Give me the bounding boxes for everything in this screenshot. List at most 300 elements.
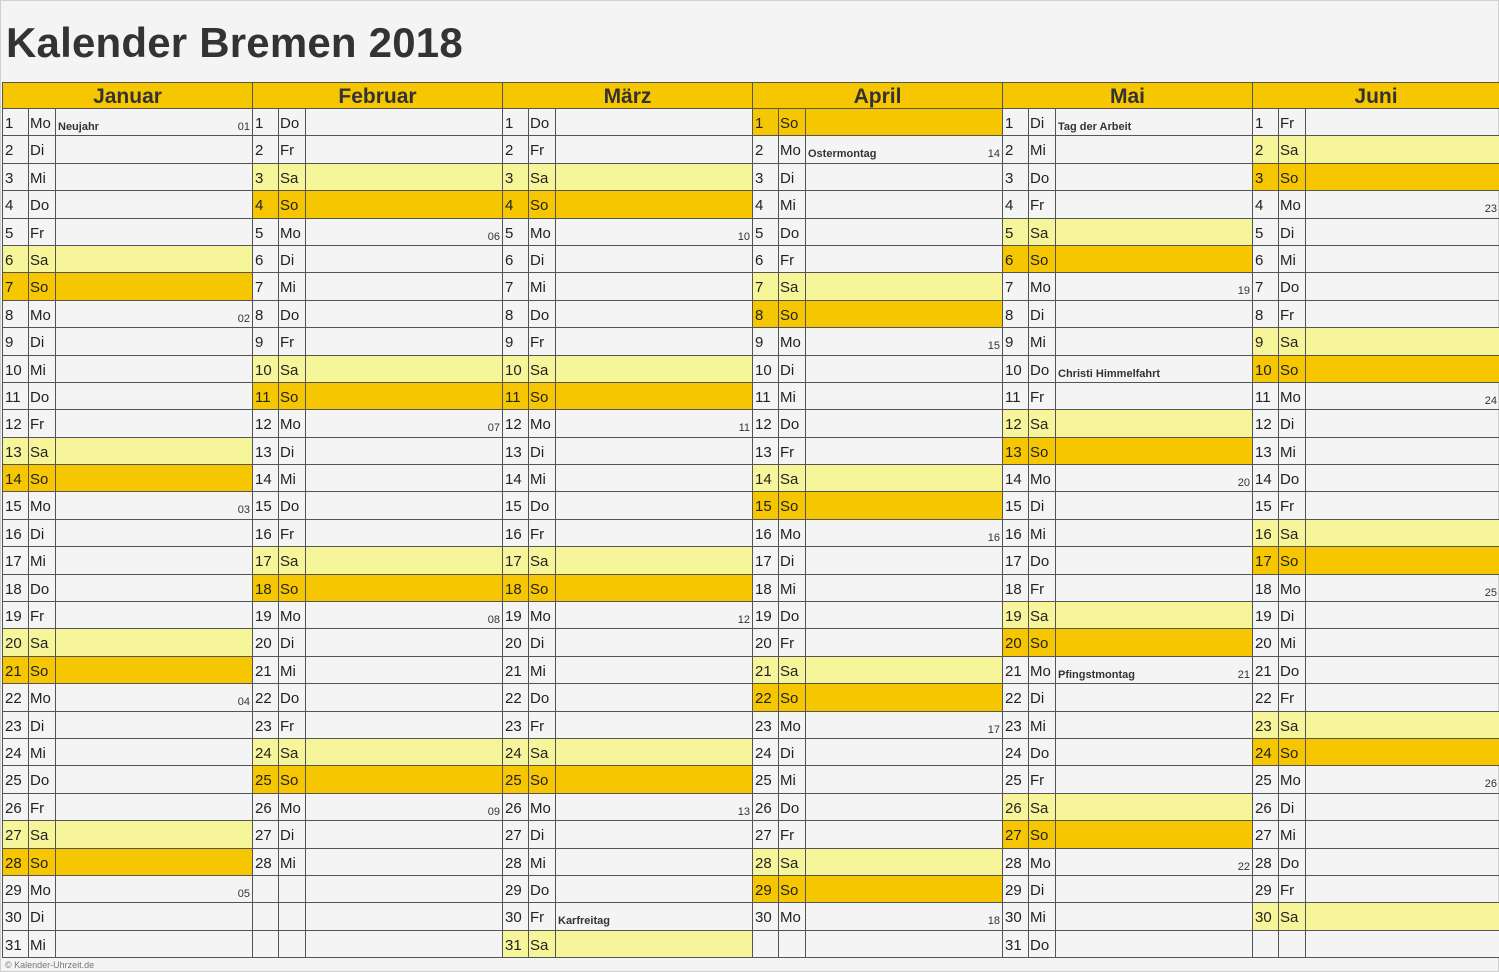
weekday-label: So (1029, 246, 1056, 272)
weekday-label: Sa (779, 657, 806, 683)
day-note (56, 876, 252, 902)
day-number: 29 (753, 876, 779, 902)
weekday-label: Di (1279, 794, 1306, 820)
day-number: 16 (753, 520, 779, 546)
day-row (753, 684, 1002, 711)
day-note (806, 191, 1002, 217)
day-number: 12 (3, 410, 29, 436)
day-note (1306, 684, 1499, 710)
day-row (1253, 766, 1499, 793)
weekday-label (779, 931, 806, 957)
day-row (3, 849, 252, 876)
day-row (1003, 465, 1252, 492)
day-number: 29 (1003, 876, 1029, 902)
day-number: 29 (1253, 876, 1279, 902)
day-note (1306, 575, 1499, 601)
day-row (753, 136, 1002, 163)
day-note (806, 492, 1002, 518)
weekday-label: Do (29, 191, 56, 217)
day-note (806, 547, 1002, 573)
day-number: 25 (1003, 766, 1029, 792)
week-number: 09 (487, 805, 500, 818)
day-note (806, 931, 1002, 957)
day-row (253, 684, 502, 711)
day-note (56, 602, 252, 628)
day-note (556, 602, 752, 628)
weekday-label: Mo (29, 492, 56, 518)
day-note (56, 191, 252, 217)
weekday-label: Do (779, 410, 806, 436)
day-number: 6 (753, 246, 779, 272)
day-row (253, 849, 502, 876)
day-number: 4 (1253, 191, 1279, 217)
day-row (1253, 219, 1499, 246)
weekday-label: Mo (29, 301, 56, 327)
day-note (556, 219, 752, 245)
day-note (306, 410, 502, 436)
weekday-label: Di (1029, 109, 1056, 135)
day-number: 17 (253, 547, 279, 573)
day-row (1003, 657, 1252, 684)
weekday-label: So (1029, 629, 1056, 655)
day-row (503, 301, 752, 328)
day-row (253, 903, 502, 930)
day-number: 10 (753, 356, 779, 382)
day-number: 24 (753, 739, 779, 765)
weekday-label: Mo (279, 602, 306, 628)
day-note (556, 410, 752, 436)
weekday-label: Sa (1029, 219, 1056, 245)
day-note (1056, 301, 1252, 327)
day-note (1056, 903, 1252, 929)
day-note (1056, 465, 1252, 491)
day-note (806, 849, 1002, 875)
day-row (3, 876, 252, 903)
day-number: 9 (1003, 328, 1029, 354)
day-number: 26 (503, 794, 529, 820)
day-note (1306, 465, 1499, 491)
weekday-label: Do (779, 602, 806, 628)
weekday-label: Mi (1029, 903, 1056, 929)
weekday-label: Di (279, 629, 306, 655)
day-note (1306, 547, 1499, 573)
weekday-label: Di (29, 136, 56, 162)
weekday-label: So (29, 657, 56, 683)
day-number: 10 (1253, 356, 1279, 382)
weekday-label: So (779, 301, 806, 327)
weekday-label: Mo (1029, 465, 1056, 491)
day-number: 14 (1253, 465, 1279, 491)
day-note (56, 301, 252, 327)
day-row (253, 383, 502, 410)
day-row (503, 438, 752, 465)
weekday-label: Di (29, 328, 56, 354)
day-number: 13 (253, 438, 279, 464)
day-number: 21 (1003, 657, 1029, 683)
day-note (56, 931, 252, 957)
day-note (806, 219, 1002, 245)
day-number: 5 (753, 219, 779, 245)
day-row (1253, 629, 1499, 656)
weekday-label: Fr (1279, 492, 1306, 518)
holiday-label: Tag der Arbeit (1058, 121, 1132, 133)
weekday-label: So (279, 766, 306, 792)
day-row (753, 849, 1002, 876)
weekday-label: Fr (29, 219, 56, 245)
month-header: April (753, 82, 1002, 109)
day-note (1306, 191, 1499, 217)
weekday-label: So (279, 191, 306, 217)
day-row (253, 739, 502, 766)
day-row (253, 492, 502, 519)
weekday-label: Fr (1279, 684, 1306, 710)
weekday-label: Sa (529, 164, 556, 190)
day-note (1056, 931, 1252, 957)
day-row (1253, 739, 1499, 766)
weekday-label: Mo (29, 876, 56, 902)
weekday-label: So (779, 684, 806, 710)
day-number: 20 (1003, 629, 1029, 655)
day-row (253, 766, 502, 793)
day-number: 19 (1253, 602, 1279, 628)
weekday-label: Fr (1279, 301, 1306, 327)
day-note (306, 438, 502, 464)
day-note (1056, 246, 1252, 272)
day-number: 2 (1253, 136, 1279, 162)
day-number: 27 (253, 821, 279, 847)
day-number: 18 (3, 575, 29, 601)
weekday-label: Sa (1029, 602, 1056, 628)
weekday-label: Mi (279, 657, 306, 683)
day-number: 7 (1253, 273, 1279, 299)
day-note (1056, 547, 1252, 573)
day-row (1253, 876, 1499, 903)
weekday-label: So (1279, 739, 1306, 765)
day-number: 22 (3, 684, 29, 710)
day-row (503, 410, 752, 437)
day-row (503, 219, 752, 246)
day-number: 10 (503, 356, 529, 382)
day-number: 14 (1003, 465, 1029, 491)
week-number: 02 (237, 312, 250, 325)
day-note (56, 164, 252, 190)
day-note (306, 712, 502, 738)
day-note (56, 903, 252, 929)
day-number: 7 (503, 273, 529, 299)
weekday-label: Mo (779, 712, 806, 738)
weekday-label: Mi (779, 191, 806, 217)
day-row (3, 109, 252, 136)
day-number: 6 (1253, 246, 1279, 272)
month-header: Februar (253, 82, 502, 109)
day-note (56, 136, 252, 162)
day-note (1306, 520, 1499, 546)
day-row (503, 931, 752, 958)
day-note (556, 657, 752, 683)
day-note (556, 164, 752, 190)
weekday-label: Mi (1029, 520, 1056, 546)
weekday-label: Di (529, 821, 556, 847)
weekday-label: Do (29, 383, 56, 409)
day-number: 18 (503, 575, 529, 601)
day-number: 17 (1003, 547, 1029, 573)
day-note (1306, 136, 1499, 162)
day-row (753, 794, 1002, 821)
day-note (1056, 794, 1252, 820)
day-number: 27 (753, 821, 779, 847)
day-row (3, 246, 252, 273)
day-row (1253, 712, 1499, 739)
weekday-label: Mo (529, 602, 556, 628)
weekday-label: So (29, 273, 56, 299)
day-note (56, 328, 252, 354)
day-note (1306, 794, 1499, 820)
weekday-label: Mo (1279, 191, 1306, 217)
weekday-label: Mi (779, 766, 806, 792)
day-row (753, 438, 1002, 465)
day-number: 4 (3, 191, 29, 217)
day-number: 26 (1003, 794, 1029, 820)
day-number: 15 (753, 492, 779, 518)
day-number: 8 (753, 301, 779, 327)
day-row (753, 191, 1002, 218)
day-note (556, 629, 752, 655)
weekday-label: So (529, 575, 556, 601)
day-note (1056, 684, 1252, 710)
day-number: 4 (253, 191, 279, 217)
day-note (1056, 520, 1252, 546)
day-note (806, 356, 1002, 382)
day-note (1056, 492, 1252, 518)
weekday-label: Mi (529, 849, 556, 875)
day-number: 31 (503, 931, 529, 957)
weekday-label: Di (1029, 684, 1056, 710)
day-number: 1 (503, 109, 529, 135)
day-note (1056, 356, 1252, 382)
weekday-label: So (779, 876, 806, 902)
day-number: 8 (1253, 301, 1279, 327)
day-row (503, 465, 752, 492)
day-note (56, 410, 252, 436)
day-row (1253, 410, 1499, 437)
day-number: 3 (503, 164, 529, 190)
day-note (806, 684, 1002, 710)
day-note (1056, 273, 1252, 299)
day-row (753, 164, 1002, 191)
day-row (3, 575, 252, 602)
day-note (56, 821, 252, 847)
day-number: 19 (253, 602, 279, 628)
day-row (1003, 219, 1252, 246)
day-note (806, 301, 1002, 327)
day-note (806, 739, 1002, 765)
weekday-label: Sa (279, 739, 306, 765)
week-number: 04 (237, 696, 250, 709)
day-number: 4 (503, 191, 529, 217)
day-number: 8 (1003, 301, 1029, 327)
week-number: 24 (1484, 394, 1497, 407)
day-note (56, 657, 252, 683)
day-row (3, 684, 252, 711)
day-number: 2 (503, 136, 529, 162)
day-row (1253, 465, 1499, 492)
day-number: 27 (3, 821, 29, 847)
day-row (253, 931, 502, 958)
day-number: 26 (753, 794, 779, 820)
day-note (1056, 136, 1252, 162)
weekday-label: Mi (1029, 136, 1056, 162)
day-note (806, 766, 1002, 792)
day-note (306, 465, 502, 491)
weekday-label (279, 931, 306, 957)
day-row (3, 657, 252, 684)
day-row (503, 273, 752, 300)
weekday-label: Fr (1029, 191, 1056, 217)
day-note (306, 246, 502, 272)
day-number: 7 (3, 273, 29, 299)
week-number: 12 (737, 614, 750, 627)
day-row (1003, 712, 1252, 739)
weekday-label: Fr (529, 712, 556, 738)
day-row (1253, 821, 1499, 848)
page-title: Kalender Bremen 2018 (6, 19, 463, 66)
day-note (806, 246, 1002, 272)
day-note (306, 684, 502, 710)
day-note (806, 821, 1002, 847)
day-row (753, 301, 1002, 328)
day-number: 25 (503, 766, 529, 792)
day-number: 25 (753, 766, 779, 792)
day-row (503, 849, 752, 876)
day-row (1003, 383, 1252, 410)
day-note (56, 273, 252, 299)
day-number: 30 (3, 903, 29, 929)
weekday-label: Mi (1279, 821, 1306, 847)
day-row (753, 903, 1002, 930)
day-number: 24 (503, 739, 529, 765)
day-row (1003, 602, 1252, 629)
day-row (3, 219, 252, 246)
day-row (753, 383, 1002, 410)
day-note (556, 438, 752, 464)
week-number: 26 (1484, 778, 1497, 791)
day-row (1253, 547, 1499, 574)
weekday-label (279, 876, 306, 902)
day-row (253, 136, 502, 163)
day-number: 30 (503, 903, 529, 929)
day-note (56, 684, 252, 710)
day-row (1253, 602, 1499, 629)
day-note (56, 575, 252, 601)
day-row (3, 301, 252, 328)
day-note (1306, 766, 1499, 792)
day-number: 24 (1253, 739, 1279, 765)
day-note (1306, 903, 1499, 929)
day-row (1253, 657, 1499, 684)
day-note (556, 821, 752, 847)
weekday-label: Do (529, 684, 556, 710)
weekday-label: Mo (529, 794, 556, 820)
day-row (1253, 164, 1499, 191)
day-row (3, 739, 252, 766)
day-number: 5 (503, 219, 529, 245)
weekday-label: Mo (279, 794, 306, 820)
day-note (56, 794, 252, 820)
day-row (1003, 849, 1252, 876)
weekday-label: Di (1279, 410, 1306, 436)
weekday-label: Fr (779, 438, 806, 464)
day-number: 11 (1253, 383, 1279, 409)
day-number: 28 (3, 849, 29, 875)
day-row (1003, 109, 1252, 136)
month-grid (2, 82, 1499, 958)
weekday-label: Do (1279, 465, 1306, 491)
day-row (1003, 821, 1252, 848)
day-note (1306, 328, 1499, 354)
week-number: 21 (1237, 668, 1250, 681)
day-row (1253, 328, 1499, 355)
day-row (503, 821, 752, 848)
weekday-label: Di (1029, 301, 1056, 327)
weekday-label: Di (1029, 876, 1056, 902)
weekday-label: Sa (1029, 410, 1056, 436)
weekday-label: So (779, 492, 806, 518)
day-number: 8 (3, 301, 29, 327)
weekday-label: Mi (1029, 712, 1056, 738)
day-row (503, 712, 752, 739)
weekday-label: Fr (29, 794, 56, 820)
day-row (253, 821, 502, 848)
day-note (306, 876, 502, 902)
weekday-label: Mi (29, 356, 56, 382)
day-row (253, 109, 502, 136)
day-note (1056, 602, 1252, 628)
week-number: 05 (237, 887, 250, 900)
day-row (253, 164, 502, 191)
day-note (1056, 383, 1252, 409)
day-note (306, 136, 502, 162)
weekday-label: So (1279, 356, 1306, 382)
day-row (753, 219, 1002, 246)
weekday-label: So (29, 465, 56, 491)
day-row (753, 602, 1002, 629)
day-row (3, 136, 252, 163)
weekday-label: Sa (279, 356, 306, 382)
day-row (1253, 191, 1499, 218)
day-number: 16 (1003, 520, 1029, 546)
weekday-label: Mo (1279, 766, 1306, 792)
day-number: 23 (753, 712, 779, 738)
day-row (753, 931, 1002, 958)
day-number: 21 (1253, 657, 1279, 683)
weekday-label: Mo (529, 410, 556, 436)
day-number: 9 (753, 328, 779, 354)
weekday-label: So (529, 766, 556, 792)
day-note (556, 191, 752, 217)
weekday-label: Do (529, 876, 556, 902)
day-note (306, 219, 502, 245)
day-row (1003, 931, 1252, 958)
day-row (753, 547, 1002, 574)
weekday-label: Mo (779, 520, 806, 546)
day-number: 27 (503, 821, 529, 847)
day-note (1306, 657, 1499, 683)
weekday-label: Fr (529, 903, 556, 929)
day-note (1056, 410, 1252, 436)
day-number: 10 (3, 356, 29, 382)
weekday-label: Di (279, 438, 306, 464)
weekday-label (1279, 931, 1306, 957)
